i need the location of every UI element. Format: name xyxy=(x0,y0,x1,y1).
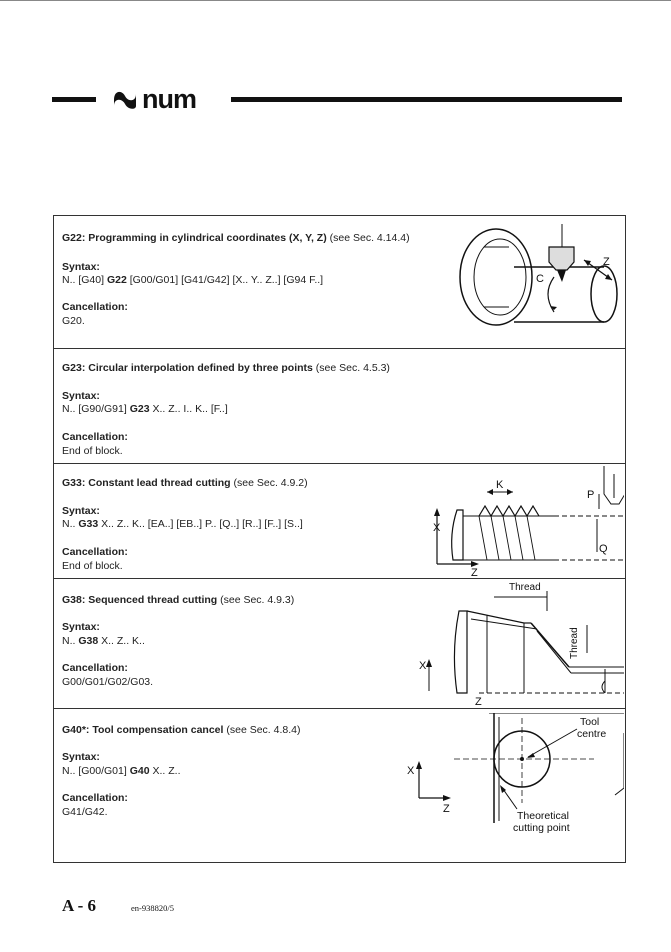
theoretical-cutting-point-label: cutting point xyxy=(513,822,570,834)
thread-label-vertical: Thread xyxy=(569,627,580,659)
header-bar-right xyxy=(231,97,622,102)
syntax-label: Syntax: xyxy=(62,261,100,273)
document-reference: en-938820/5 xyxy=(131,903,174,913)
z-label: Z xyxy=(475,696,482,707)
syntax-label: Syntax: xyxy=(62,505,100,517)
section-g33 xyxy=(54,464,625,579)
section-g23 xyxy=(54,349,625,464)
z-label: Z xyxy=(603,256,610,268)
syntax-label: Syntax: xyxy=(62,390,100,402)
cancellation-label: Cancellation: xyxy=(62,431,128,443)
thread-cutting-diagram xyxy=(429,464,624,578)
cancellation-label: Cancellation: xyxy=(62,546,128,558)
thread-label-horizontal: Thread xyxy=(509,582,541,593)
header-bar-left xyxy=(52,97,96,102)
cancellation-label: Cancellation: xyxy=(62,792,128,804)
z-label: Z xyxy=(471,567,478,578)
syntax-code: N.. [G00/G01] G40 X.. Z.. xyxy=(62,765,181,777)
num-logo-mark xyxy=(114,92,136,109)
section-title: G33: Constant lead thread cutting (see Sec. 4.9.2) xyxy=(62,477,308,489)
tool-compensation-diagram xyxy=(399,713,624,853)
syntax-code: N.. G33 X.. Z.. K.. [EA..] [EB..] P.. [Q..] [R..] [F..] [S..] xyxy=(62,518,303,530)
cancellation-value: G41/G42. xyxy=(62,806,108,818)
num-logo-text: num xyxy=(142,84,196,114)
x-label: X xyxy=(419,660,427,672)
sequenced-thread-diagram xyxy=(419,581,624,707)
gcode-table xyxy=(53,215,626,863)
section-title: G22: Programming in cylindrical coordinates (X, Y, Z) (see Sec. 4.14.4) xyxy=(62,232,410,244)
top-rule xyxy=(0,0,671,1)
q-label: Q xyxy=(599,543,608,555)
k-label: K xyxy=(496,479,504,491)
c-label: C xyxy=(536,273,544,285)
section-g38 xyxy=(54,579,625,709)
cancellation-value: End of block. xyxy=(62,560,123,572)
syntax-label: Syntax: xyxy=(62,621,100,633)
section-g40 xyxy=(54,709,625,862)
syntax-code: N.. [G90/G91] G23 X.. Z.. I.. K.. [F..] xyxy=(62,403,228,415)
num-logo xyxy=(110,84,220,114)
section-g22 xyxy=(54,216,625,349)
tool-centre-label: Tool xyxy=(580,716,600,728)
syntax-label: Syntax: xyxy=(62,751,100,763)
syntax-code: N.. G38 X.. Z.. K.. xyxy=(62,635,145,647)
section-title: G40*: Tool compensation cancel (see Sec. 4.8.4) xyxy=(62,724,301,736)
page-number: A - 6 xyxy=(62,896,96,915)
cancellation-label: Cancellation: xyxy=(62,662,128,674)
cancellation-value: G20. xyxy=(62,315,85,327)
x-label: X xyxy=(407,765,415,777)
cancellation-value: End of block. xyxy=(62,445,123,457)
tool-centre-label: centre xyxy=(577,728,607,740)
syntax-code: N.. [G40] G22 [G00/G01] [G41/G42] [X.. Y.. Z..] [G94 F..] xyxy=(62,274,324,286)
cancellation-label: Cancellation: xyxy=(62,301,128,313)
theoretical-cutting-point-label: Theoretical xyxy=(517,810,569,822)
z-label: Z xyxy=(443,803,450,815)
x-label: X xyxy=(433,522,441,534)
section-title: G38: Sequenced thread cutting (see Sec. 4.9.3) xyxy=(62,594,295,606)
cancellation-value: G00/G01/G02/G03. xyxy=(62,676,154,688)
p-label: P xyxy=(587,489,595,501)
section-title: G23: Circular interpolation defined by three points (see Sec. 4.5.3) xyxy=(62,362,390,374)
cylindrical-coordinates-diagram xyxy=(454,222,619,344)
